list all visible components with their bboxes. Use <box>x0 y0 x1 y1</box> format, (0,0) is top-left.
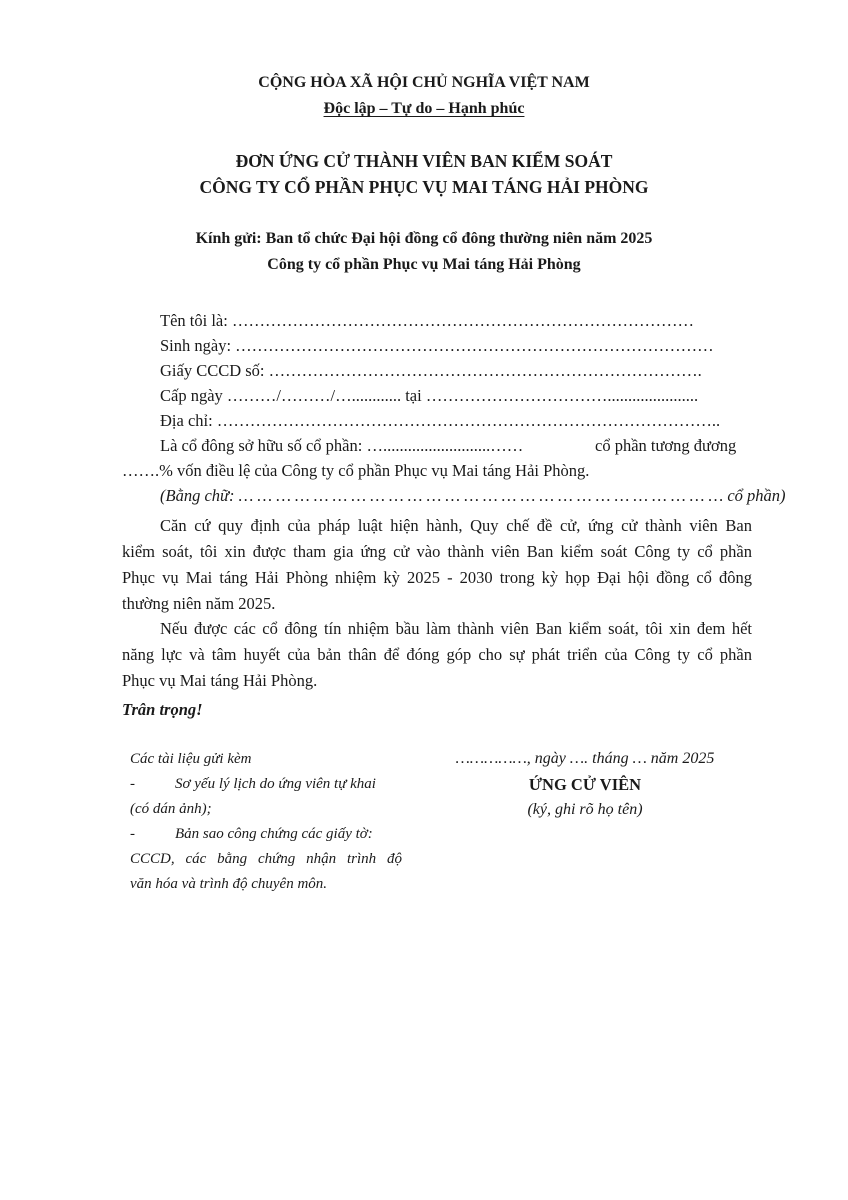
paragraph1-line1: Căn cứ quy định của pháp luật hiện hành, Quy chế đề cử, ứng cử thành viên Ban <box>160 516 752 535</box>
paragraph2-line3: Phục vụ Mai táng Hải Phòng. <box>122 671 318 690</box>
national-title: CỘNG HÒA XÃ HỘI CHỦ NGHĨA VIỆT NAM <box>258 74 590 91</box>
paragraph2-line2: năng lực và tâm huyết của bản thân để đóng góp cho sự phát triển của Công ty cổ phần <box>122 645 752 664</box>
paragraph1-line4: thường niên năm 2025. <box>122 594 276 613</box>
document-title-line1: ĐƠN ỨNG CỬ THÀNH VIÊN BAN KIỂM SOÁT <box>235 151 613 171</box>
field-shares: Là cổ đông sở hữu số cổ phần: …..........................…… <box>160 436 524 455</box>
attachment-bullet-1: - <box>130 776 135 792</box>
attachment-item1-line1: Sơ yếu lý lịch do ứng viên tự khai <box>175 776 376 792</box>
paragraph2-line1: Nếu được các cổ đông tín nhiệm bầu làm thành viên Ban kiểm soát, tôi xin đem hết <box>160 619 752 638</box>
document-title-line2: CÔNG TY CỔ PHẦN PHỤC VỤ MAI TÁNG HẢI PHÒNG <box>199 177 649 197</box>
field-id-number: Giấy CCCD số: ……………………………………………………………………. <box>160 361 702 380</box>
paragraph1-line3: Phục vụ Mai táng Hải Phòng nhiệm kỳ 2025 - 2030 trong kỳ họp Đại hội đồng cổ đông <box>122 568 752 587</box>
signature-instruction: (ký, ghi rõ họ tên) <box>527 801 643 818</box>
field-dob: Sinh ngày: …………………………………………………………………………… <box>160 336 714 355</box>
signature-role: ỨNG CỬ VIÊN <box>528 775 642 794</box>
national-motto: Độc lập – Tự do – Hạnh phúc <box>323 100 525 117</box>
paragraph1-line2: kiểm soát, tôi xin được tham gia ứng cử vào thành viên Ban kiểm soát Công ty cổ phần <box>122 542 752 561</box>
field-shares-in-words: (Bằng chữ: … … … … … … … … … … … … … … … … … … … … … … … … … … cổ phần) <box>160 486 786 505</box>
field-shares-equivalent: cổ phần tương đương <box>595 436 737 455</box>
field-issue-date-place: Cấp ngày ………/………/…............ tại ……………………………...................... <box>160 386 699 405</box>
recipient-line1: Kính gửi: Ban tổ chức Đại hội đồng cổ đông thường niên năm 2025 <box>195 230 653 247</box>
attachment-bullet-2: - <box>130 826 135 842</box>
closing-regards: Trân trọng! <box>122 700 203 719</box>
motto-wrap <box>0 100 848 118</box>
attachment-item1-line2: (có dán ảnh); <box>130 801 212 817</box>
field-name: Tên tôi là: ………………………………………………………………………… <box>160 311 694 330</box>
attachments-heading: Các tài liệu gửi kèm <box>130 751 252 767</box>
field-address: Địa chỉ: ……………………………………………………………………………….. <box>160 411 721 430</box>
attachment-item2-line1: Bản sao công chứng các giấy tờ: <box>175 826 373 842</box>
attachment-item2-line2: CCCD, các bằng chứng nhận trình độ <box>130 851 402 867</box>
recipient-line2: Công ty cổ phần Phục vụ Mai táng Hải Phòng <box>267 256 581 273</box>
field-shares-percent: …….% vốn điều lệ của Công ty cổ phần Phục vụ Mai táng Hải Phòng. <box>122 461 590 480</box>
signature-date-line: ……………, ngày …. tháng … năm 2025 <box>455 750 715 767</box>
attachment-item2-line3: văn hóa và trình độ chuyên môn. <box>130 876 328 892</box>
